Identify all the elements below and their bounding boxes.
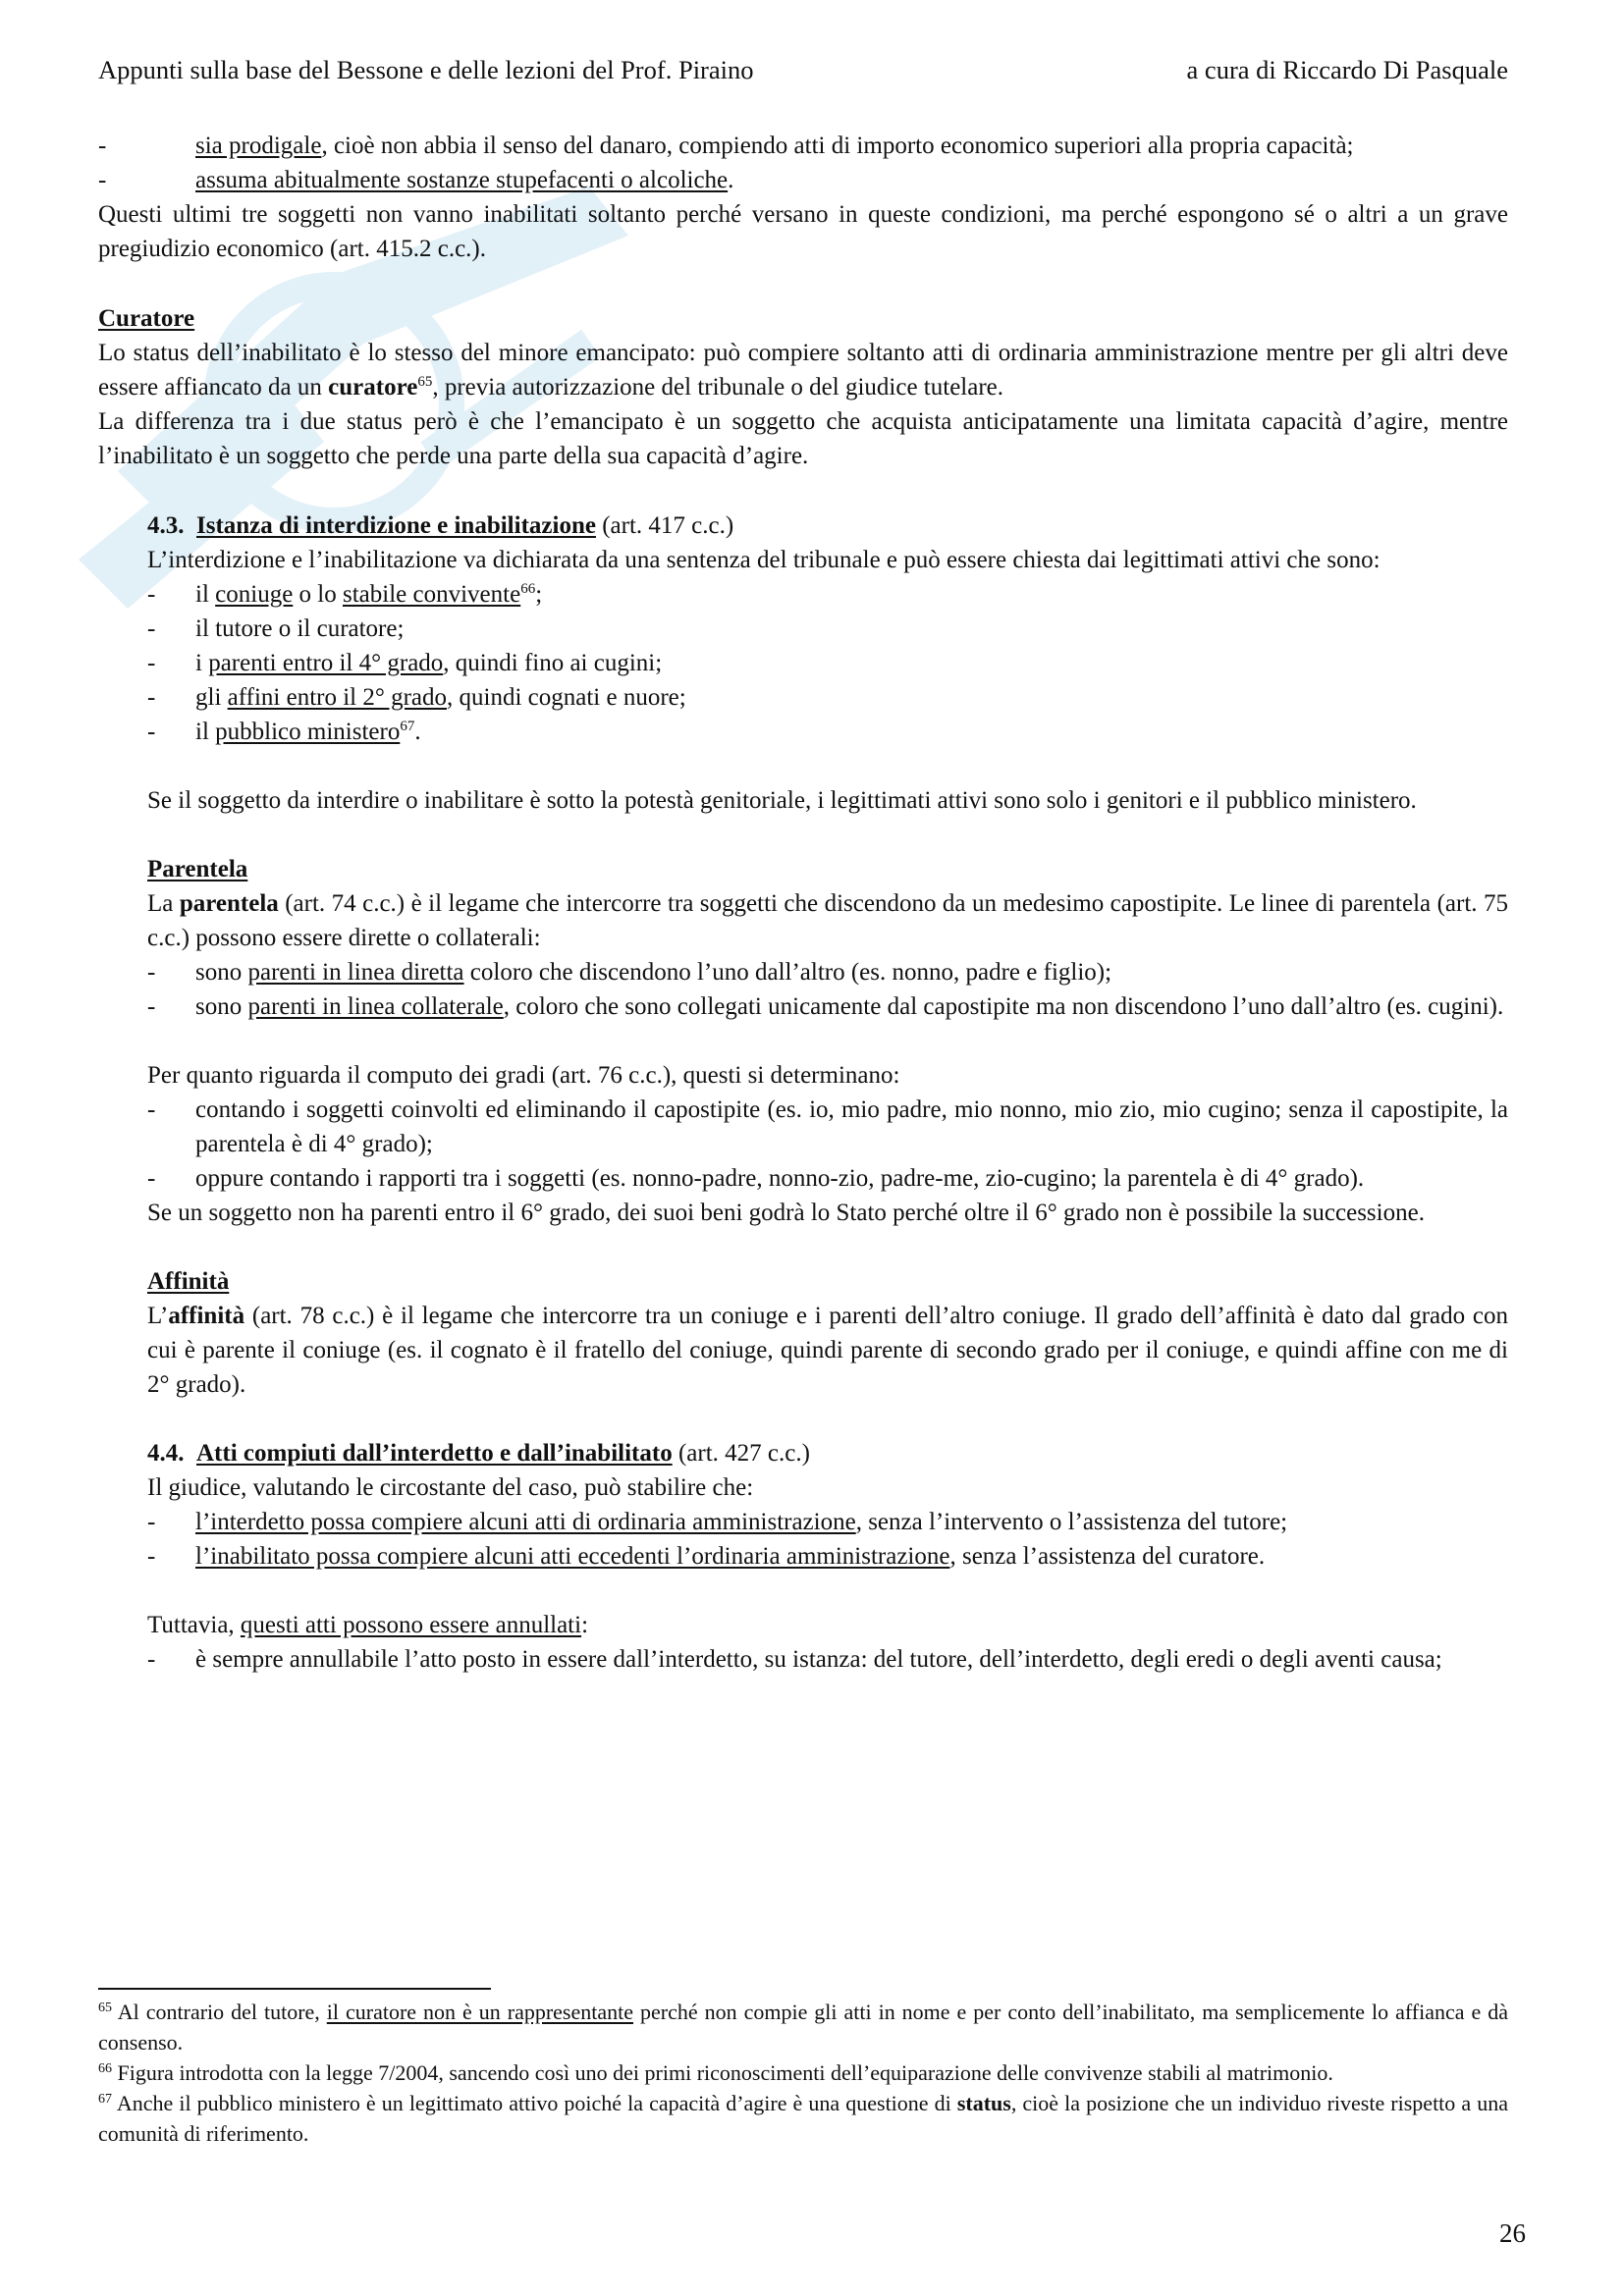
page-number: 26 xyxy=(1499,2218,1526,2248)
bullet-dash: - xyxy=(147,959,156,986)
paragraph xyxy=(147,886,1508,955)
bold-text: curatore xyxy=(328,374,418,400)
list-item xyxy=(147,1642,1508,1677)
underlined-text: pubblico ministero xyxy=(215,719,401,745)
bold-text: affinità xyxy=(168,1303,245,1329)
list-item xyxy=(147,680,1508,715)
text: La xyxy=(147,890,180,917)
text: è sempre annullabile l’atto posto in essere dall’interdetto, su istanza: del tutore, dell’interdetto, degli eredi o degli aventi causa; xyxy=(195,1646,1442,1673)
text: sono xyxy=(195,959,248,986)
bold-text: status xyxy=(956,2091,1011,2115)
section-heading-curatore xyxy=(98,301,1508,336)
document-body xyxy=(98,129,1508,1677)
bullet-dash: - xyxy=(147,993,156,1020)
text: . xyxy=(414,719,421,745)
paragraph: Se un soggetto non ha parenti entro il 6° grado, dei suoi beni godrà lo Stato perché oltre il 6° grado non è possibile la successione. xyxy=(147,1200,1425,1226)
list-item xyxy=(147,715,1508,749)
text: coloro che discendono l’uno dall’altro (es. nonno, padre e figlio); xyxy=(463,959,1112,986)
footnote-number: 65 xyxy=(98,2001,112,2015)
text: sono xyxy=(195,993,248,1020)
bullet-dash: - xyxy=(147,615,156,642)
list-item xyxy=(147,612,1508,646)
underlined-text: il curatore non è un rappresentante xyxy=(326,2000,634,2024)
footnote-ref: 67 xyxy=(400,719,415,734)
list-item xyxy=(147,1161,1508,1196)
section-heading-parentela xyxy=(147,852,1508,886)
article-ref: (art. 427 c.c.) xyxy=(672,1440,810,1467)
footnote-number: 66 xyxy=(98,2061,112,2076)
text: (art. 74 c.c.) è il legame che intercorre tra soggetti che discendono da un medesimo capostipite. Le linee di parentela (art. 75 c.c.) possono essere dirette o collaterali: xyxy=(147,890,1508,951)
underlined-text: parenti in linea diretta xyxy=(247,959,464,986)
footnote-66 xyxy=(98,2057,1508,2088)
text: Al contrario del tutore, xyxy=(112,2000,327,2024)
footnote-divider xyxy=(98,1988,491,1990)
section-heading-affinita xyxy=(147,1264,1508,1299)
text: , coloro che sono collegati unicamente dal capostipite ma non discendono l’uno dall’altro (es. cugini). xyxy=(503,993,1504,1020)
bullet-dash: - xyxy=(147,684,156,711)
list-item xyxy=(147,646,1508,680)
paragraph: Per quanto riguarda il computo dei gradi (art. 76 c.c.), questi si determinano: xyxy=(147,1062,900,1089)
underlined-text: parenti entro il 4° grado xyxy=(208,650,444,676)
paragraph xyxy=(147,1608,1508,1642)
text: il xyxy=(195,719,216,745)
text: Lo status dell’inabilitato è lo stesso del minore emancipato: può compiere soltanto atti di ordinaria amministrazione mentre per gli altri deve essere affiancato da un xyxy=(98,340,1508,400)
bullet-dash: - xyxy=(98,133,107,159)
bullet-dash: - xyxy=(147,650,156,676)
header-left: Appunti sulla base del Bessone e delle lezioni del Prof. Pirainο xyxy=(98,55,754,84)
paragraph xyxy=(147,1299,1508,1402)
text: i xyxy=(195,650,209,676)
heading-text: Curatore xyxy=(98,305,195,332)
underlined-text: l’inabilitato possa compiere alcuni atti eccedenti l’ordinaria amministrazione xyxy=(195,1543,950,1570)
paragraph: L’interdizione e l’inabilitazione va dichiarata da una sentenza del tribunale e può essere chiesta dai legittimati attivi che sono: xyxy=(147,547,1380,573)
list-item xyxy=(147,989,1508,1024)
paragraph xyxy=(98,336,1508,404)
text: (art. 78 c.c.) è il legame che intercorre tra un coniuge e i parenti dell’altro coniuge. Il grado dell’affinità è dato dal grado con cui è parente il coniuge (es. il cognato è il fratello del coniuge, quindi parente di secondo grado per il coniuge, e quindi affine con me di 2° grado). xyxy=(147,1303,1508,1398)
text: il xyxy=(195,581,216,608)
list-item xyxy=(147,1539,1508,1574)
bullet-dash: - xyxy=(147,1543,156,1570)
text: contando i soggetti coinvolti ed eliminando il capostipite (es. io, mio padre, mio nonno, mio zio, mio cugino; senza il capostipite, la parentela è di 4° grado); xyxy=(195,1096,1508,1157)
list-item xyxy=(147,577,1508,612)
heading-text: Istanza di interdizione e inabilitazione xyxy=(196,512,596,539)
footnote-ref: 66 xyxy=(520,581,536,597)
bullet-dash: - xyxy=(147,1646,156,1673)
text: , previa autorizzazione del tribunale o del giudice tutelare. xyxy=(432,374,1004,400)
text: Anche il pubblico ministero è un legittimato attivo poiché la capacità d’agire è una questione di xyxy=(112,2091,957,2115)
article-ref: (art. 417 c.c.) xyxy=(595,512,734,539)
header-right: a cura di Riccardo Di Pasquale xyxy=(1186,55,1508,84)
text: Figura introdotta con la legge 7/2004, sancendo così uno dei primi riconoscimenti dell’equiparazione delle convivenze stabili al matrimonio. xyxy=(112,2060,1333,2085)
bold-text: parentela xyxy=(179,890,279,917)
footnote-67 xyxy=(98,2088,1508,2149)
underlined-text: parenti in linea collaterale xyxy=(247,993,504,1020)
text: , cioè la posizione che un individuo riveste rispetto a una comunità di riferimento. xyxy=(98,2091,1508,2146)
footnotes xyxy=(98,1997,1508,2149)
paragraph: Il giudice, valutando le circostante del caso, può stabilire che: xyxy=(147,1474,754,1501)
heading-text: Affinità xyxy=(147,1268,230,1295)
text: ; xyxy=(535,581,543,608)
list-item xyxy=(98,129,1508,163)
bullet-dash: - xyxy=(147,719,156,745)
section-heading-4-4 xyxy=(147,1436,1508,1470)
list-text: . xyxy=(728,167,734,193)
text: il tutore o il curatore; xyxy=(195,615,405,642)
text: , senza l’assistenza del curatore. xyxy=(949,1543,1266,1570)
text: L’ xyxy=(147,1303,169,1329)
list-item xyxy=(147,1093,1508,1161)
text: oppure contando i rapporti tra i soggetti (es. nonno-padre, nonno-zio, padre-me, zio-cugino; la parentela è di 4° grado). xyxy=(195,1165,1365,1192)
text: o lo xyxy=(293,581,343,608)
underlined-text: sia prodigale xyxy=(195,133,322,159)
paragraph: La differenza tra i due status però è che l’emancipato è un soggetto che acquista anticipatamente una limitata capacità d’agire, mentre l’inabilitato è un soggetto che perde una parte della sua capacità d’agire. xyxy=(98,408,1508,469)
text: perché non compie gli atti in nome e per conto dell’inabilitato, ma semplicemente lo affianca e dà consenso. xyxy=(98,2000,1509,2055)
text: Tuttavia, xyxy=(147,1612,241,1638)
text: , quindi fino ai cugini; xyxy=(443,650,663,676)
bullet-dash: - xyxy=(98,167,107,193)
underlined-text: questi atti possono essere annullati xyxy=(240,1612,582,1638)
bullet-dash: - xyxy=(147,1096,156,1123)
underlined-text: l’interdetto possa compiere alcuni atti di ordinaria amministrazione xyxy=(195,1509,856,1535)
underlined-text: affini entro il 2° grado xyxy=(227,684,448,711)
footnote-ref: 65 xyxy=(417,374,433,390)
page-header xyxy=(98,53,1508,92)
paragraph: Se il soggetto da interdire o inabilitare è sotto la potestà genitoriale, i legittimati attivi sono solo i genitori e il pubblico ministero. xyxy=(147,787,1417,814)
underlined-text: stabile convivente xyxy=(343,581,521,608)
bullet-dash: - xyxy=(147,581,156,608)
footnote-number: 67 xyxy=(98,2092,112,2107)
section-number: 4.3. xyxy=(147,512,185,539)
list-text: , cioè non abbia il senso del danaro, compiendo atti di importo economico superiori alla propria capacità; xyxy=(321,133,1354,159)
text: , quindi cognati e nuore; xyxy=(447,684,686,711)
list-item xyxy=(147,1505,1508,1539)
underlined-text: assuma abitualmente sostanze stupefacenti o alcoliche xyxy=(195,167,729,193)
text: , senza l’intervento o l’assistenza del tutore; xyxy=(855,1509,1288,1535)
text: : xyxy=(581,1612,589,1638)
section-number: 4.4. xyxy=(147,1440,185,1467)
heading-text: Parentela xyxy=(147,856,248,882)
heading-text: Atti compiuti dall’interdetto e dall’inabilitato xyxy=(196,1440,673,1467)
list-item xyxy=(147,955,1508,989)
section-heading-4-3 xyxy=(147,508,1508,543)
text: gli xyxy=(195,684,228,711)
list-item xyxy=(98,163,1508,197)
paragraph: Questi ultimi tre soggetti non vanno inabilitati soltanto perché versano in queste condizioni, ma perché espongono sé o altri a un grave pregiudizio economico (art. 415.2 c.c.). xyxy=(98,201,1508,262)
bullet-dash: - xyxy=(147,1509,156,1535)
bullet-dash: - xyxy=(147,1165,156,1192)
underlined-text: coniuge xyxy=(215,581,294,608)
footnote-65 xyxy=(98,1997,1508,2057)
